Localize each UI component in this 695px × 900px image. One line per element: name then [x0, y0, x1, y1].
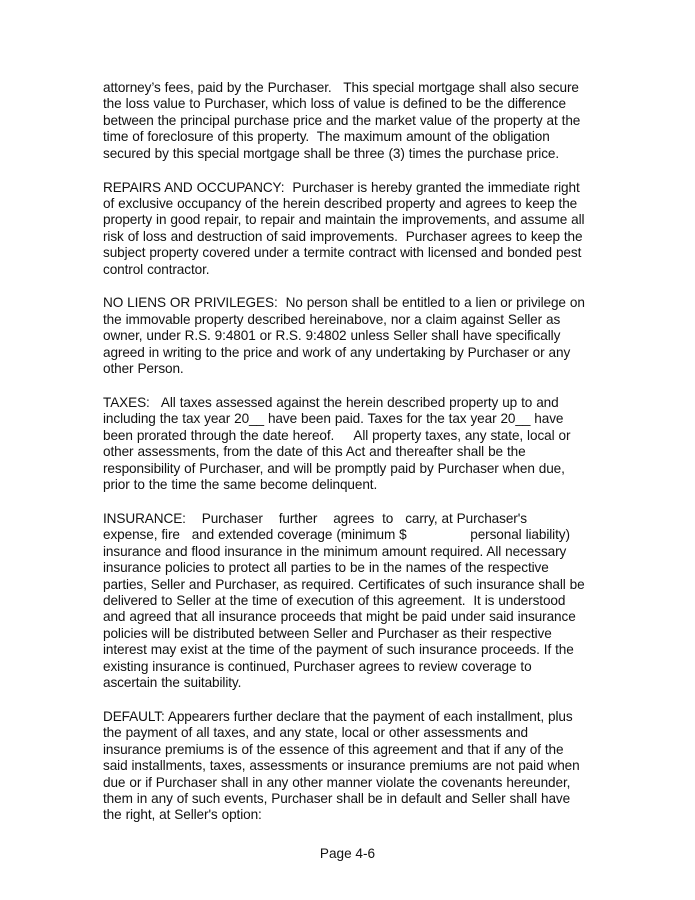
text-line: interest may exist at the time of the payment of such insurance proceeds. If the: [103, 642, 574, 658]
text-line: responsibility of Purchaser, and will be promptly paid by Purchaser when due,: [103, 460, 565, 476]
document-body: [103, 80, 603, 841]
text-line: INSURANCE: Purchaser further agrees to carry, at Purchaser's: [103, 510, 527, 526]
text-line: secured by this special mortgage shall be three (3) times the purchase price.: [103, 145, 560, 161]
text-line: of exclusive occupancy of the herein described property and agrees to keep the: [103, 195, 578, 211]
text-line: policies will be distributed between Seller and Purchaser as their respective: [103, 625, 552, 641]
text-line: the immovable property described hereinabove, nor a claim against Seller as: [103, 311, 561, 327]
text-line: agreed in writing to the price and work of any undertaking by Purchaser or any: [103, 344, 571, 360]
text-line: and agreed that all insurance proceeds that might be paid under said insurance: [103, 609, 576, 625]
text-line: insurance policies to protect all parties to be in the names of the respective: [103, 560, 549, 576]
paragraph-repairs-and-occupancy: [103, 180, 603, 278]
text-line: expense, fire and extended coverage (minimum $ personal liability): [103, 527, 570, 543]
text-line: the payment of all taxes, and any state, local or other assessments and: [103, 725, 528, 741]
paragraph-mortgage-security: [103, 80, 603, 162]
text-line: been prorated through the date hereof. All property taxes, any state, local or: [103, 427, 571, 443]
page-number: Page 4-6: [319, 846, 376, 861]
text-line: between the principal purchase price and the market value of the property at the: [103, 112, 581, 128]
paragraph-taxes: [103, 395, 603, 493]
text-line: other assessments, from the date of this Act and thereafter shall be the: [103, 444, 526, 460]
text-line: insurance premiums is of the essence of this agreement and that if any of the: [103, 741, 564, 757]
paragraph-no-liens: [103, 295, 603, 377]
text-line: property in good repair, to repair and maintain the improvements, and assume all: [103, 212, 585, 228]
text-line: delivered to Seller at the time of execution of this agreement. It is understood: [103, 592, 566, 608]
text-line: DEFAULT: Appearers further declare that the payment of each installment, plus: [103, 708, 573, 724]
text-line: time of foreclosure of this property. The maximum amount of the obligation: [103, 129, 550, 145]
text-line: existing insurance is continued, Purchaser agrees to review coverage to: [103, 658, 532, 674]
text-line: other Person.: [103, 361, 184, 377]
text-line: ascertain the suitability.: [103, 675, 242, 690]
text-line: due or if Purchaser shall in any other manner violate the covenants hereunder,: [103, 774, 571, 790]
text-line: them in any of such events, Purchaser shall be in default and Seller shall have: [103, 790, 571, 806]
text-line: subject property covered under a termite contract with licensed and bonded pest: [103, 245, 582, 261]
paragraph-default: [103, 709, 603, 824]
text-line: NO LIENS OR PRIVILEGES: No person shall be entitled to a lien or privilege on: [103, 295, 585, 311]
text-line: the right, at Seller's option:: [103, 807, 262, 823]
paragraph-insurance: [103, 511, 603, 691]
text-line: attorney’s fees, paid by the Purchaser. This special mortgage shall also secure: [103, 80, 579, 95]
text-line: parties, Seller and Purchaser, as required. Certificates of such insurance shall be: [103, 576, 585, 592]
text-line: owner, under R.S. 9:4801 or R.S. 9:4802 unless Seller shall have specifically: [103, 328, 561, 344]
text-line: REPAIRS AND OCCUPANCY: Purchaser is hereby granted the immediate right: [103, 179, 580, 195]
text-line: risk of loss and destruction of said improvements. Purchaser agrees to keep the: [103, 228, 583, 244]
text-line: TAXES: All taxes assessed against the herein described property up to and: [103, 395, 559, 410]
text-line: including the tax year 20__ have been paid. Taxes for the tax year 20__ have: [103, 411, 564, 427]
text-line: the loss value to Purchaser, which loss of value is defined to be the difference: [103, 96, 566, 112]
text-line: control contractor.: [103, 261, 210, 277]
text-line: prior to the time the same become delinquent.: [103, 477, 378, 493]
text-line: insurance and flood insurance in the minimum amount required. All necessary: [103, 543, 567, 559]
text-line: said installments, taxes, assessments or insurance premiums are not paid when: [103, 758, 580, 774]
